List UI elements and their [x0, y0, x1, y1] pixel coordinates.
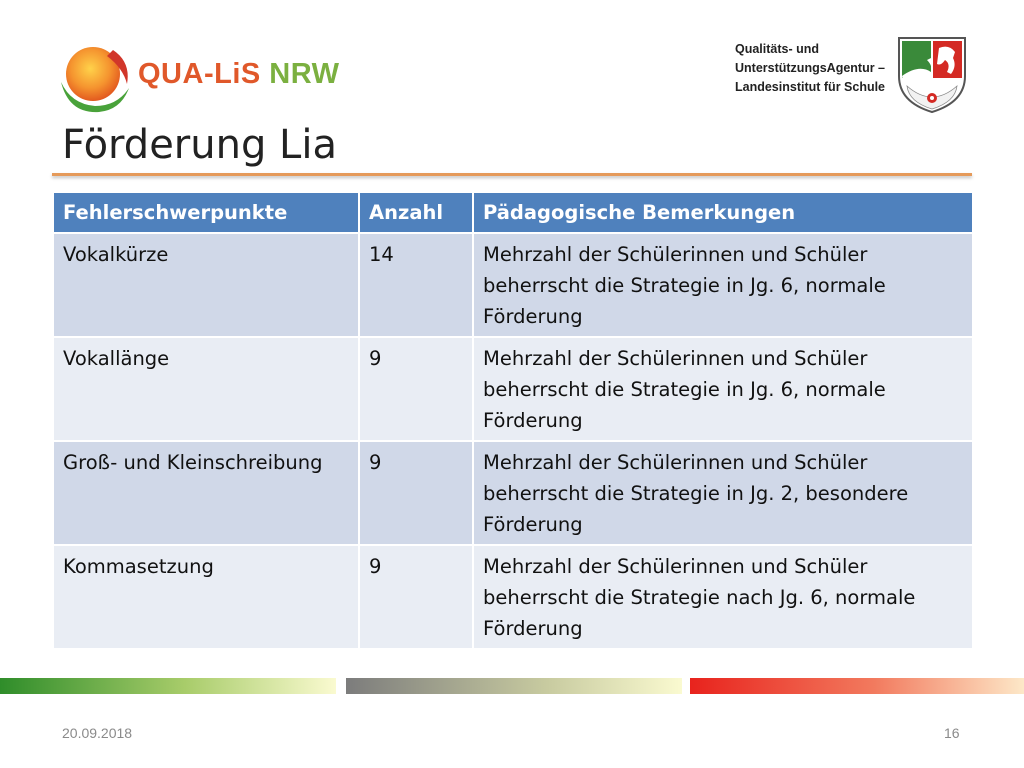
table-row	[53, 545, 973, 649]
qualis-logo	[55, 40, 345, 120]
logo-nrw-text: NRW	[269, 58, 340, 90]
count-cell: 9	[359, 441, 473, 545]
table-row	[53, 337, 973, 441]
nrw-crest-icon	[897, 36, 967, 114]
remark-cell: Mehrzahl der Schülerinnen und Schüler beherrscht die Strategie in Jg. 6, normale Förderung	[473, 337, 973, 441]
slide-title: Förderung Lia	[62, 122, 337, 168]
footer-band-gray	[346, 678, 682, 694]
agency-line: Landesinstitut für Schule	[735, 80, 886, 94]
error-focus-cell: Vokalkürze	[53, 233, 359, 337]
remark-cell: Mehrzahl der Schülerinnen und Schüler beherrscht die Strategie in Jg. 2, besondere Förderung	[473, 441, 973, 545]
column-header-error-focus: Fehlerschwerpunkte	[53, 192, 359, 233]
error-focus-cell: Kommasetzung	[53, 545, 359, 649]
qualis-wordmark	[138, 58, 340, 91]
footer-date: 20.09.2018	[62, 725, 133, 741]
agency-line: UnterstützungsAgentur –	[735, 61, 885, 75]
qualis-sun-icon	[55, 40, 135, 120]
title-divider	[52, 173, 972, 176]
count-cell: 9	[359, 545, 473, 649]
table-header-row	[53, 192, 973, 233]
agency-line: Qualitäts- und	[735, 42, 820, 56]
page-number: 16	[944, 725, 960, 741]
footer-band-green	[0, 678, 336, 694]
error-focus-cell: Vokallänge	[53, 337, 359, 441]
agency-name	[735, 40, 885, 97]
table-row	[53, 233, 973, 337]
remark-cell: Mehrzahl der Schülerinnen und Schüler beherrscht die Strategie in Jg. 6, normale Förderung	[473, 233, 973, 337]
remark-cell: Mehrzahl der Schülerinnen und Schüler beherrscht die Strategie nach Jg. 6, normale Förderung	[473, 545, 973, 649]
count-cell: 9	[359, 337, 473, 441]
column-header-count: Anzahl	[359, 192, 473, 233]
error-focus-cell: Groß- und Kleinschreibung	[53, 441, 359, 545]
logo-qua-text: QUA-LiS	[138, 58, 261, 90]
support-table	[52, 191, 974, 650]
table-row	[53, 441, 973, 545]
footer-band-red	[690, 678, 1024, 694]
count-cell: 14	[359, 233, 473, 337]
column-header-remarks: Pädagogische Bemerkungen	[473, 192, 973, 233]
